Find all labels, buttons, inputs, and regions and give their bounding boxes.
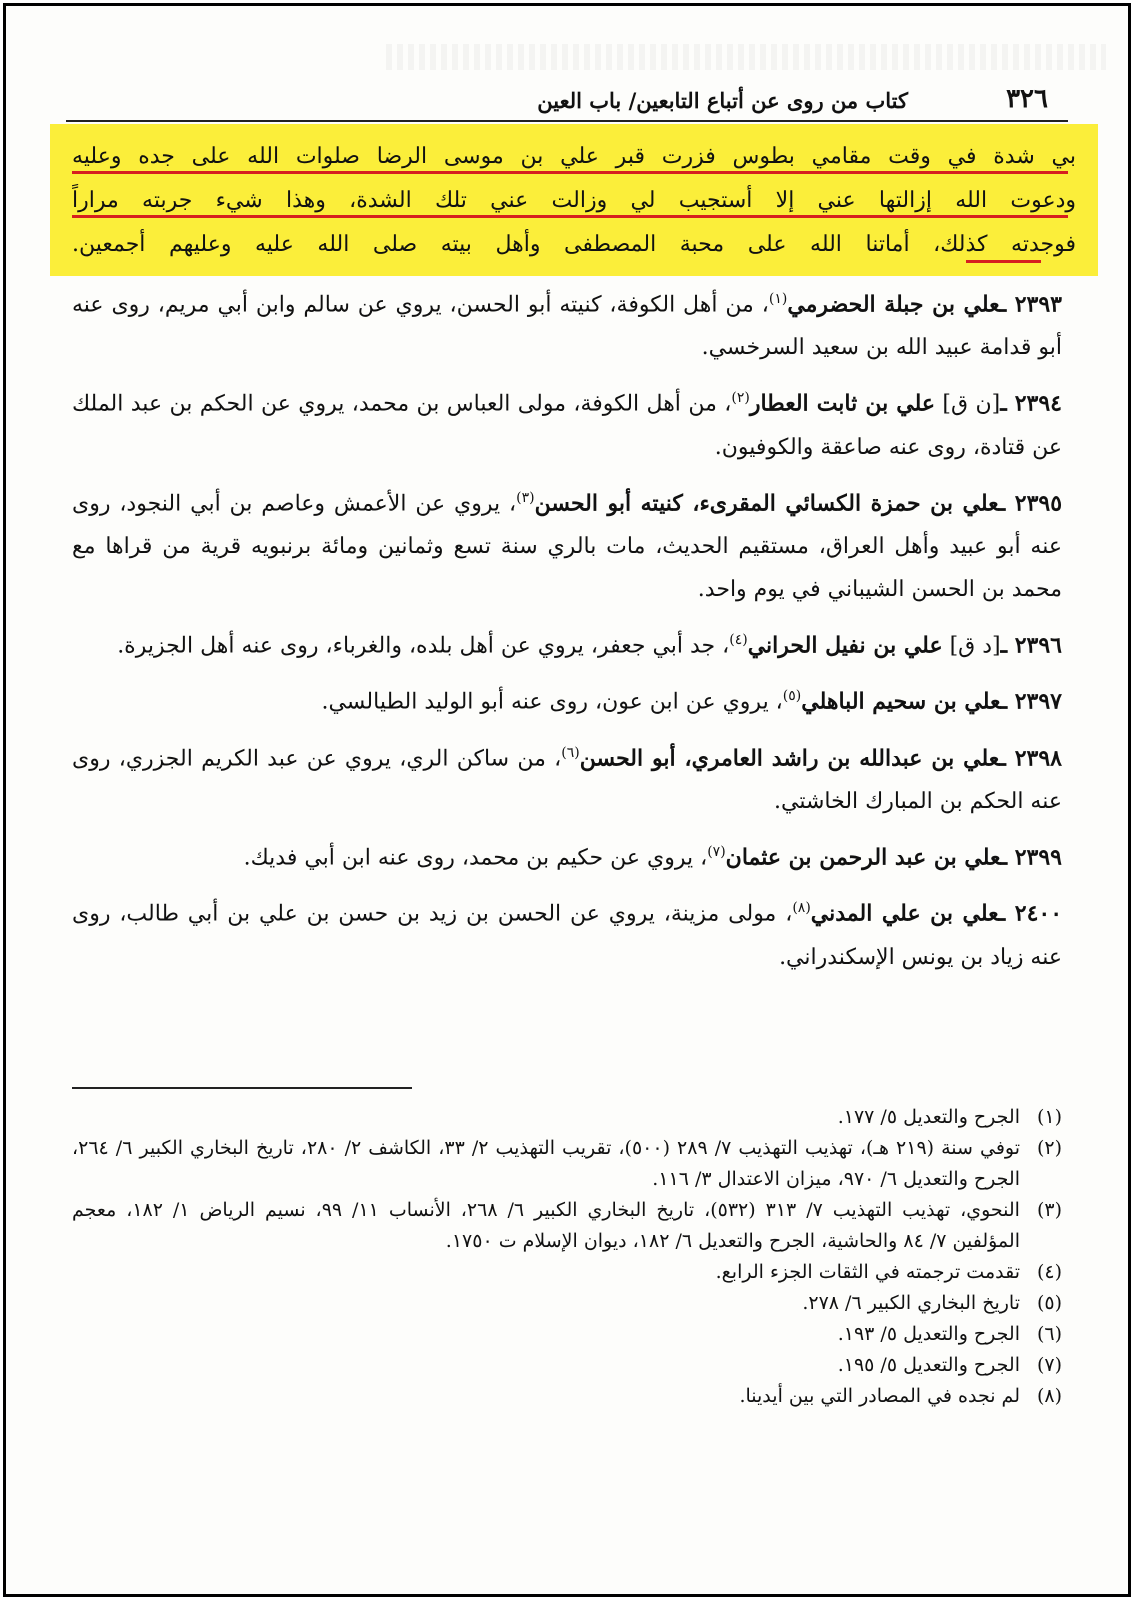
- footnote: [72, 1102, 1062, 1133]
- entry-prefix: [د ق]: [942, 633, 1001, 659]
- red-underline: [72, 215, 1068, 218]
- entry-name: علي بن عبدالله بن راشد العامري، أبو الحسن: [579, 744, 1000, 771]
- page-number: ٣٢٦: [1006, 84, 1048, 114]
- footnote-text: توفي سنة (٢١٩ هـ)، تهذيب التهذيب ٧/ ٢٨٩ (٥٠٠)، تقريب التهذيب ٢/ ٣٣، الكاشف ٢/ ٢٨٠، تاريخ البخاري الكبير ٦/ ٢٦٤، الجرح والتعديل ٦/ ٩٧٠، ميزان الاعتدال ٣/ ١١٦.: [72, 1137, 1021, 1190]
- entry-number: ٢٣٩٣ ـ: [999, 291, 1062, 318]
- entries-list: [72, 278, 1062, 987]
- entry-text: ، يروي عن حكيم بن محمد، روى عنه ابن أبي فديك.: [243, 845, 708, 871]
- highlight-line: ودعوت الله إزالتها عني إلا أستجيب لي وزالت عني تلك الشدة، وهذا شيء جربته مراراً: [72, 188, 1076, 213]
- footnote-ref: (٥): [782, 688, 802, 705]
- entry-number: ٢٣٩٦ ـ: [1000, 632, 1062, 659]
- entry-name: علي بن حمزة الكسائي المقرىء، كنيته أبو الحسن: [534, 489, 999, 516]
- footnote-separator: [72, 1087, 412, 1089]
- footnote-ref: (٢): [731, 390, 750, 407]
- running-title: كتاب من روى عن أتباع التابعين/ باب العين: [537, 88, 908, 113]
- entry-number: ٢٣٩٧ ـ: [1000, 688, 1062, 715]
- footnote-number: (٦): [1036, 1323, 1062, 1345]
- entry-2394: [72, 377, 1062, 468]
- highlight-line: فوجدته كذلك، أماتنا الله على محبة المصطفى وأهل بيته صلى الله عليه وعليهم أجمعين.: [72, 232, 1076, 257]
- footnote-text: الجرح والتعديل ٥/ ١٧٧.: [837, 1106, 1020, 1128]
- footnote-text: لم نجده في المصادر التي بين أيدينا.: [739, 1385, 1020, 1407]
- footnote-text: تقدمت ترجمته في الثقات الجزء الرابع.: [715, 1261, 1020, 1283]
- footnote-ref: (٦): [561, 744, 580, 761]
- footnote-text: الجرح والتعديل ٥/ ١٩٣.: [837, 1323, 1020, 1345]
- footnote-text: الجرح والتعديل ٥/ ١٩٥.: [837, 1354, 1020, 1376]
- page-frame: [3, 3, 1131, 1597]
- footnote-text: النحوي، تهذيب التهذيب ٧/ ٣١٣ (٥٣٢)، تاريخ البخاري الكبير ٦/ ٢٦٨، الأنساب ١١/ ٩٩، نسيم الرياض ١/ ١٨٢، معجم المؤلفين ٧/ ٨٤ والحاشية، الجرح والتعديل ٦/ ١٨٢، ديوان الإسلام ت ١٧٥٠.: [72, 1199, 1020, 1252]
- footnote-number: (٤): [1036, 1261, 1062, 1283]
- entry-name: علي بن جبلة الحضرمي: [787, 291, 1000, 318]
- footnote-ref: (٣): [516, 489, 535, 506]
- footnote: [72, 1319, 1062, 1350]
- entry-2397: [72, 675, 1062, 723]
- footnote: [72, 1257, 1062, 1288]
- entry-name: علي بن عبد الرحمن بن عثمان: [725, 844, 1001, 871]
- red-underline: [72, 171, 1068, 174]
- entry-text: ، مولى مزينة، يروي عن الحسن بن زيد بن حسن بن علي بن أبي طالب، روى عنه زياد بن يونس الإسكندراني.: [72, 901, 1062, 970]
- entry-name: علي بن نفيل الحراني: [747, 632, 943, 659]
- entry-2393: [72, 278, 1062, 369]
- footnote-number: (٨): [1036, 1385, 1062, 1407]
- entry-2398: [72, 732, 1062, 823]
- footnote: [72, 1381, 1062, 1412]
- footnote: [72, 1288, 1062, 1319]
- highlighted-passage: [50, 124, 1098, 276]
- footnote: [72, 1133, 1062, 1195]
- entry-2396: [72, 619, 1062, 667]
- entry-number: ٢٣٩٥ ـ: [998, 489, 1063, 516]
- entry-number: ٢٣٩٩ ـ: [1000, 844, 1062, 871]
- footnote-number: (١): [1036, 1106, 1062, 1128]
- entry-text: ، من أهل الكوفة، مولى العباس بن محمد، يروي عن الحكم بن عبد الملك عن قتادة، روى عنه صاعقة والكوفيون.: [72, 391, 1062, 460]
- footnote-number: (٢): [1036, 1137, 1062, 1159]
- entry-2399: [72, 831, 1062, 879]
- bleed-through-text: [386, 44, 1106, 70]
- entry-text: ، يروي عن ابن عون، روى عنه أبو الوليد الطيالسي.: [321, 689, 783, 715]
- entry-2395: [72, 477, 1062, 611]
- footnote-number: (٧): [1036, 1354, 1062, 1376]
- highlight-line: بي شدة في وقت مقامي بطوس فزرت قبر علي بن موسى الرضا صلوات الله على جده وعليه: [72, 144, 1076, 169]
- entry-number: ٢٤٠٠ ـ: [998, 900, 1063, 927]
- footnote: [72, 1195, 1062, 1257]
- red-underline: [966, 260, 1041, 263]
- entry-2400: [72, 887, 1062, 978]
- footnote-ref: (٧): [707, 843, 726, 860]
- footnote: [72, 1350, 1062, 1381]
- footnote-ref: (٤): [729, 631, 748, 648]
- page-header: [66, 82, 1068, 122]
- footnotes: [72, 1102, 1062, 1412]
- entry-text: ، من ساكن الري، يروي عن عبد الكريم الجزري، روى عنه الحكم بن المبارك الخاشتي.: [72, 745, 1062, 814]
- entry-text: ، يروي عن الأعمش وعاصم بن أبي النجود، روى عنه أبو عبيد وأهل العراق، مستقيم الحديث، مات بالري سنة تسع وثمانين ومائة برنبويه قرية من قراها مع محمد بن الحسن الشيباني في يوم واحد.: [72, 490, 1062, 602]
- footnote-ref: (١): [768, 291, 788, 307]
- entry-prefix: [ن ق]: [935, 391, 1001, 417]
- footnote-number: (٣): [1036, 1199, 1062, 1221]
- entry-name: علي بن علي المدني: [810, 900, 999, 927]
- entry-name: علي بن سحيم الباهلي: [801, 688, 1001, 715]
- entry-number: ٢٣٩٤ ـ: [1000, 390, 1062, 417]
- entry-text: ، جد أبي جعفر، يروي عن أهل بلده، والغرباء، روى عنه أهل الجزيرة.: [117, 633, 730, 659]
- footnote-number: (٥): [1036, 1292, 1062, 1314]
- entry-name: علي بن ثابت العطار: [749, 390, 936, 417]
- footnote-ref: (٨): [792, 900, 811, 917]
- entry-text: ، من أهل الكوفة، كنيته أبو الحسن، يروي عن سالم وابن أبي مريم، روى عنه أبو قدامة عبيد الله بن سعيد السرخسي.: [72, 292, 1062, 361]
- entry-number: ٢٣٩٨ ـ: [999, 744, 1062, 771]
- footnote-text: تاريخ البخاري الكبير ٦/ ٢٧٨.: [802, 1292, 1020, 1314]
